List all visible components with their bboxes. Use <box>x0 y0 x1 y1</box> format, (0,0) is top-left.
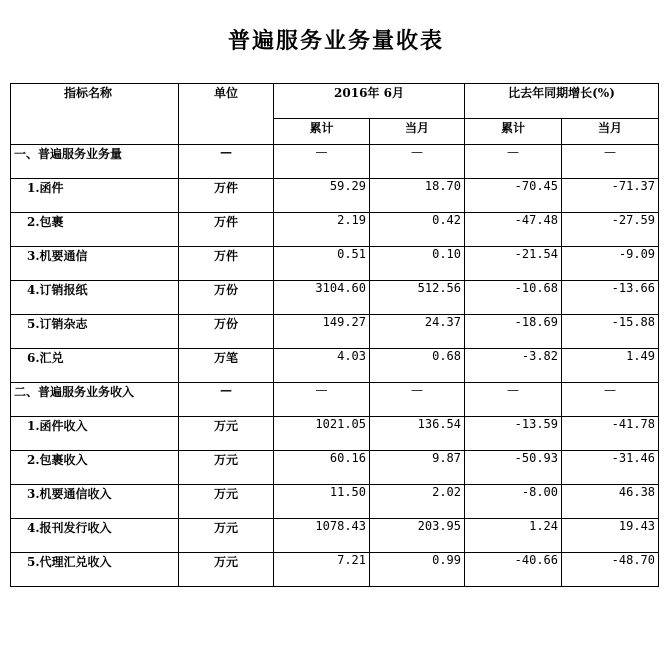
unit-cell: 万元 <box>179 417 274 451</box>
section-row <box>11 145 659 179</box>
month-value: 24.37 <box>370 315 465 349</box>
growth-cumulative-value: -47.48 <box>465 213 562 247</box>
unit-cell: 万元 <box>179 519 274 553</box>
growth-cumulative-value: -8.00 <box>465 485 562 519</box>
month-value: 18.70 <box>370 179 465 213</box>
cumulative-value: — <box>274 383 370 417</box>
table-row <box>11 349 659 383</box>
indicator-name: 二、普遍服务业务收入 <box>11 383 179 417</box>
table-row <box>11 179 659 213</box>
growth-cumulative-value: -70.45 <box>465 179 562 213</box>
growth-month-value: -9.09 <box>562 247 659 281</box>
cumulative-value: 1021.05 <box>274 417 370 451</box>
growth-cumulative-value: -21.54 <box>465 247 562 281</box>
table-row <box>11 315 659 349</box>
header-month: 当月 <box>370 119 465 145</box>
unit-cell: 万份 <box>179 315 274 349</box>
unit-cell: 万份 <box>179 281 274 315</box>
growth-cumulative-value: 1.24 <box>465 519 562 553</box>
table-row <box>11 451 659 485</box>
cumulative-value: 4.03 <box>274 349 370 383</box>
table-row <box>11 553 659 587</box>
header-cumulative: 累计 <box>274 119 370 145</box>
growth-cumulative-value: -3.82 <box>465 349 562 383</box>
unit-cell: 万元 <box>179 553 274 587</box>
indicator-name: 3.机要通信收入 <box>11 485 179 519</box>
growth-cumulative-value: -18.69 <box>465 315 562 349</box>
growth-month-value: -27.59 <box>562 213 659 247</box>
growth-cumulative-value: — <box>465 145 562 179</box>
month-value: — <box>370 145 465 179</box>
growth-month-value: 1.49 <box>562 349 659 383</box>
indicator-name: 5.订销杂志 <box>11 315 179 349</box>
header-growth-cumulative: 累计 <box>465 119 562 145</box>
cumulative-value: 1078.43 <box>274 519 370 553</box>
indicator-name: 2.包裹 <box>11 213 179 247</box>
unit-cell: — <box>179 383 274 417</box>
table-row <box>11 247 659 281</box>
growth-month-value: — <box>562 145 659 179</box>
unit-cell: 万笔 <box>179 349 274 383</box>
indicator-name: 1.函件收入 <box>11 417 179 451</box>
month-value: 0.10 <box>370 247 465 281</box>
unit-cell: 万元 <box>179 451 274 485</box>
header-row-1 <box>11 84 659 119</box>
growth-month-value: -48.70 <box>562 553 659 587</box>
unit-cell: 万元 <box>179 485 274 519</box>
growth-cumulative-value: -13.59 <box>465 417 562 451</box>
indicator-name: 5.代理汇兑收入 <box>11 553 179 587</box>
month-value: 512.56 <box>370 281 465 315</box>
growth-month-value: 46.38 <box>562 485 659 519</box>
month-value: — <box>370 383 465 417</box>
indicator-name: 4.订销报纸 <box>11 281 179 315</box>
cumulative-value: 149.27 <box>274 315 370 349</box>
cumulative-value: 7.21 <box>274 553 370 587</box>
page-title: 普遍服务业务量收表 <box>227 28 444 54</box>
unit-cell: 万件 <box>179 179 274 213</box>
unit-cell: — <box>179 145 274 179</box>
growth-cumulative-value: -40.66 <box>465 553 562 587</box>
cumulative-value: 3104.60 <box>274 281 370 315</box>
indicator-name: 4.报刊发行收入 <box>11 519 179 553</box>
growth-month-value: -13.66 <box>562 281 659 315</box>
indicator-name: 1.函件 <box>11 179 179 213</box>
cumulative-value: 60.16 <box>274 451 370 485</box>
cumulative-value: — <box>274 145 370 179</box>
growth-month-value: 19.43 <box>562 519 659 553</box>
cumulative-value: 59.29 <box>274 179 370 213</box>
month-value: 0.68 <box>370 349 465 383</box>
table-row <box>11 417 659 451</box>
indicator-name: 2.包裹收入 <box>11 451 179 485</box>
growth-cumulative-value: -50.93 <box>465 451 562 485</box>
indicator-name: 一、普遍服务业务量 <box>11 145 179 179</box>
indicator-name: 3.机要通信 <box>11 247 179 281</box>
month-value: 136.54 <box>370 417 465 451</box>
unit-cell: 万件 <box>179 247 274 281</box>
growth-month-value: -71.37 <box>562 179 659 213</box>
month-value: 2.02 <box>370 485 465 519</box>
growth-month-value: -15.88 <box>562 315 659 349</box>
header-period: 2016年 6月 <box>274 84 465 119</box>
table-row <box>11 519 659 553</box>
cumulative-value: 0.51 <box>274 247 370 281</box>
unit-cell: 万件 <box>179 213 274 247</box>
header-unit: 单位 <box>179 84 274 145</box>
cumulative-value: 2.19 <box>274 213 370 247</box>
month-value: 0.99 <box>370 553 465 587</box>
month-value: 0.42 <box>370 213 465 247</box>
table-row <box>11 213 659 247</box>
section-row <box>11 383 659 417</box>
growth-month-value: -41.78 <box>562 417 659 451</box>
header-indicator: 指标名称 <box>11 84 179 145</box>
stats-table <box>10 83 659 587</box>
month-value: 203.95 <box>370 519 465 553</box>
growth-month-value: — <box>562 383 659 417</box>
header-growth-month: 当月 <box>562 119 659 145</box>
cumulative-value: 11.50 <box>274 485 370 519</box>
indicator-name: 6.汇兑 <box>11 349 179 383</box>
month-value: 9.87 <box>370 451 465 485</box>
table-row <box>11 281 659 315</box>
growth-cumulative-value: -10.68 <box>465 281 562 315</box>
growth-cumulative-value: — <box>465 383 562 417</box>
table-row <box>11 485 659 519</box>
header-growth: 比去年同期增长(%) <box>465 84 659 119</box>
growth-month-value: -31.46 <box>562 451 659 485</box>
